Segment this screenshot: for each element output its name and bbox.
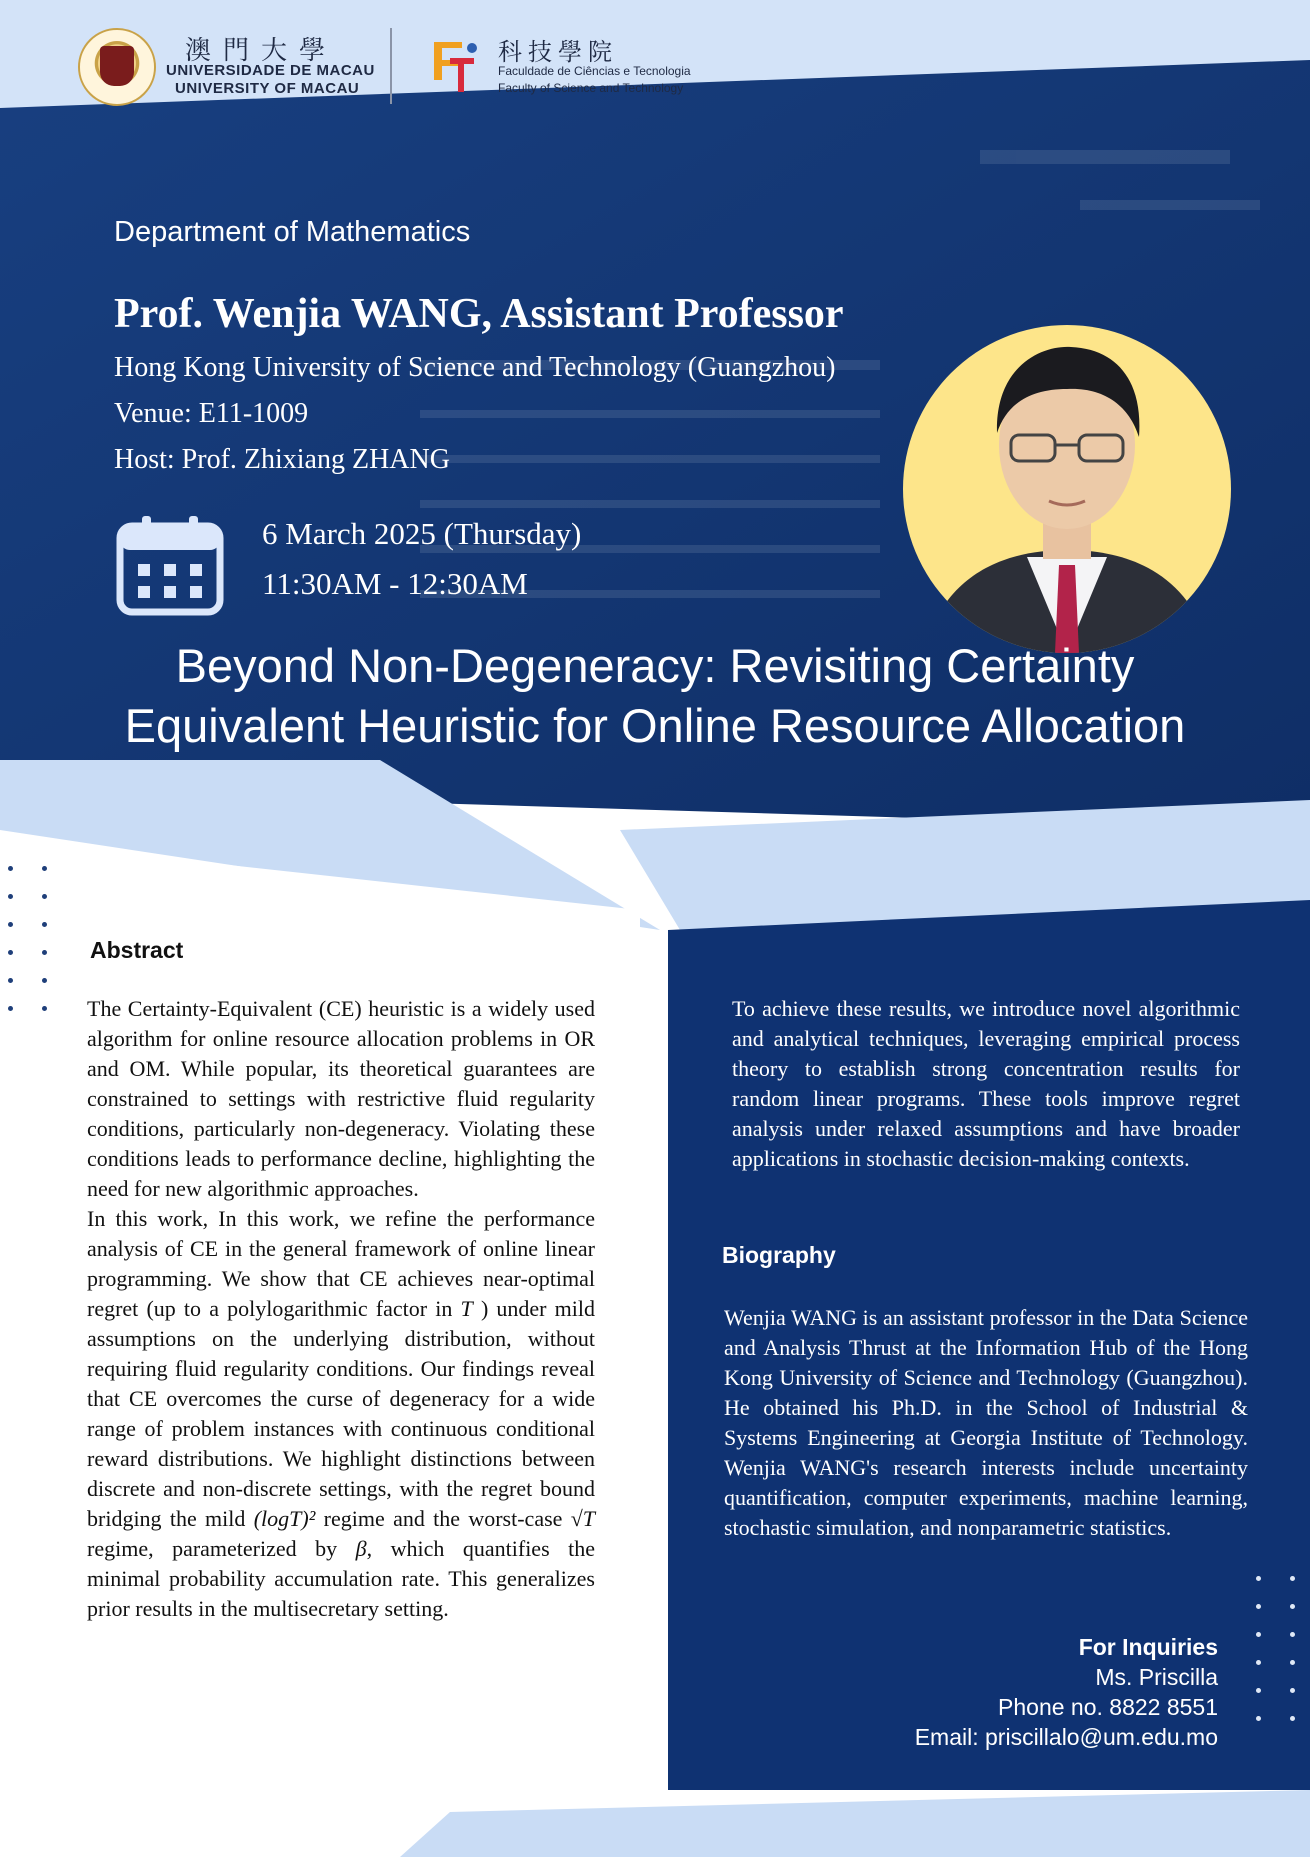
math-T: T <box>460 1296 473 1321</box>
fst-portuguese-name: Faculdade de Ciências e Tecnologia <box>498 64 691 78</box>
calendar-icon <box>116 516 224 616</box>
speaker-photo-illustration <box>903 325 1231 653</box>
fst-chinese-name: 科技學院 <box>498 38 618 66</box>
inquiries-phone: Phone no. 8822 8551 <box>998 1694 1218 1720</box>
header-divider <box>390 28 392 104</box>
speaker-portrait <box>903 325 1231 653</box>
um-crest-icon <box>100 46 134 86</box>
inquiries-contact: Ms. Priscilla <box>1095 1664 1218 1690</box>
abstract-paragraph-1: The Certainty-Equivalent (CE) heuristic is a widely used algorithm for online resource allocation problems in OR and OM. While popular, its theoretical guarantees are constrained to settings with restrictive fluid regularity conditions, particularly non-degeneracy. Violating these conditions leads to performance decline, highlighting the need for new algorithmic approaches. <box>87 996 595 1201</box>
um-portuguese-name: UNIVERSIDADE DE MACAU <box>166 62 375 79</box>
abstract-p2-part-d: regime, parameterized by <box>87 1536 338 1561</box>
biography-heading: Biography <box>722 1242 836 1268</box>
math-beta: β <box>355 1536 367 1561</box>
um-english-name: UNIVERSITY OF MACAU <box>175 80 360 97</box>
speaker-affiliation: Hong Kong University of Science and Technology (Guangzhou) <box>114 352 836 383</box>
abstract-paragraph-3: To achieve these results, we introduce novel algorithmic and analytical techniques, leveraging empirical process theory to establish strong concentration results for random linear programs. These tools improve regret analysis under relaxed assumptions and have broader applications in stochastic decision-making contexts. <box>732 996 1240 1171</box>
math-logT-squared: (logT)² <box>253 1506 316 1531</box>
inquiries-email[interactable]: Email: priscillalo@um.edu.mo <box>914 1724 1218 1750</box>
abstract-p2-part-b: ) under mild assumptions on the underlying distribution, without requiring fluid regularity conditions. Our findings reveal that CE overcomes the curse of degeneracy for a wide range of problem instances with continuous conditional reward distributions. We highlight distinctions between discrete and non-discrete settings, with the regret bound bridging the mild <box>87 1296 596 1531</box>
fst-logo-icon <box>428 36 484 96</box>
abstract-paragraph-2 <box>87 1204 595 1624</box>
fst-english-name: Faculty of Science and Technology <box>498 81 684 95</box>
talk-title: Beyond Non-Degeneracy: Revisiting Certainty Equivalent Heuristic for Online Resource Allocation <box>124 639 1186 752</box>
inquiries-heading: For Inquiries <box>1078 1634 1218 1660</box>
abstract-p2-part-c: regime and the worst-case <box>323 1506 563 1531</box>
speaker-name: Prof. Wenjia WANG, Assistant Professor <box>114 291 844 337</box>
decorative-dots-right <box>1256 1576 1296 1721</box>
event-date: 6 March 2025 (Thursday) <box>262 516 582 551</box>
um-chinese-name: 澳門大學 <box>185 36 338 66</box>
abstract-text <box>87 994 595 1624</box>
event-venue: Venue: E11-1009 <box>114 398 309 429</box>
event-host: Host: Prof. Zhixiang ZHANG <box>114 444 450 475</box>
abstract-p2-part-e: , which quantifies the minimal probability accumulation rate. This generalizes prior results in the multisecretary setting. <box>87 1536 595 1621</box>
decorative-dots-left <box>8 866 48 1011</box>
math-sqrt-T: √T <box>570 1506 596 1531</box>
event-time: 11:30AM - 12:30AM <box>262 566 528 601</box>
department-name: Department of Mathematics <box>114 216 471 248</box>
biography-text: Wenjia WANG is an assistant professor in the Data Science and Analysis Thrust at the Information Hub of the Hong Kong University of Science and Technology (Guangzhou). He obtained his Ph.D. in the School of Industrial & Systems Engineering at Georgia Institute of Technology. Wenjia WANG's research interests include uncertainty quantification, computer experiments, machine learning, stochastic simulation, and nonparametric statistics. <box>724 1305 1248 1540</box>
abstract-p2-part-a: In this work, In this work, we refine the performance analysis of CE in the general framework of online linear programming. We show that CE achieves near-optimal regret (up to a polylogarithmic factor in <box>87 1206 595 1321</box>
abstract-heading: Abstract <box>90 937 184 963</box>
